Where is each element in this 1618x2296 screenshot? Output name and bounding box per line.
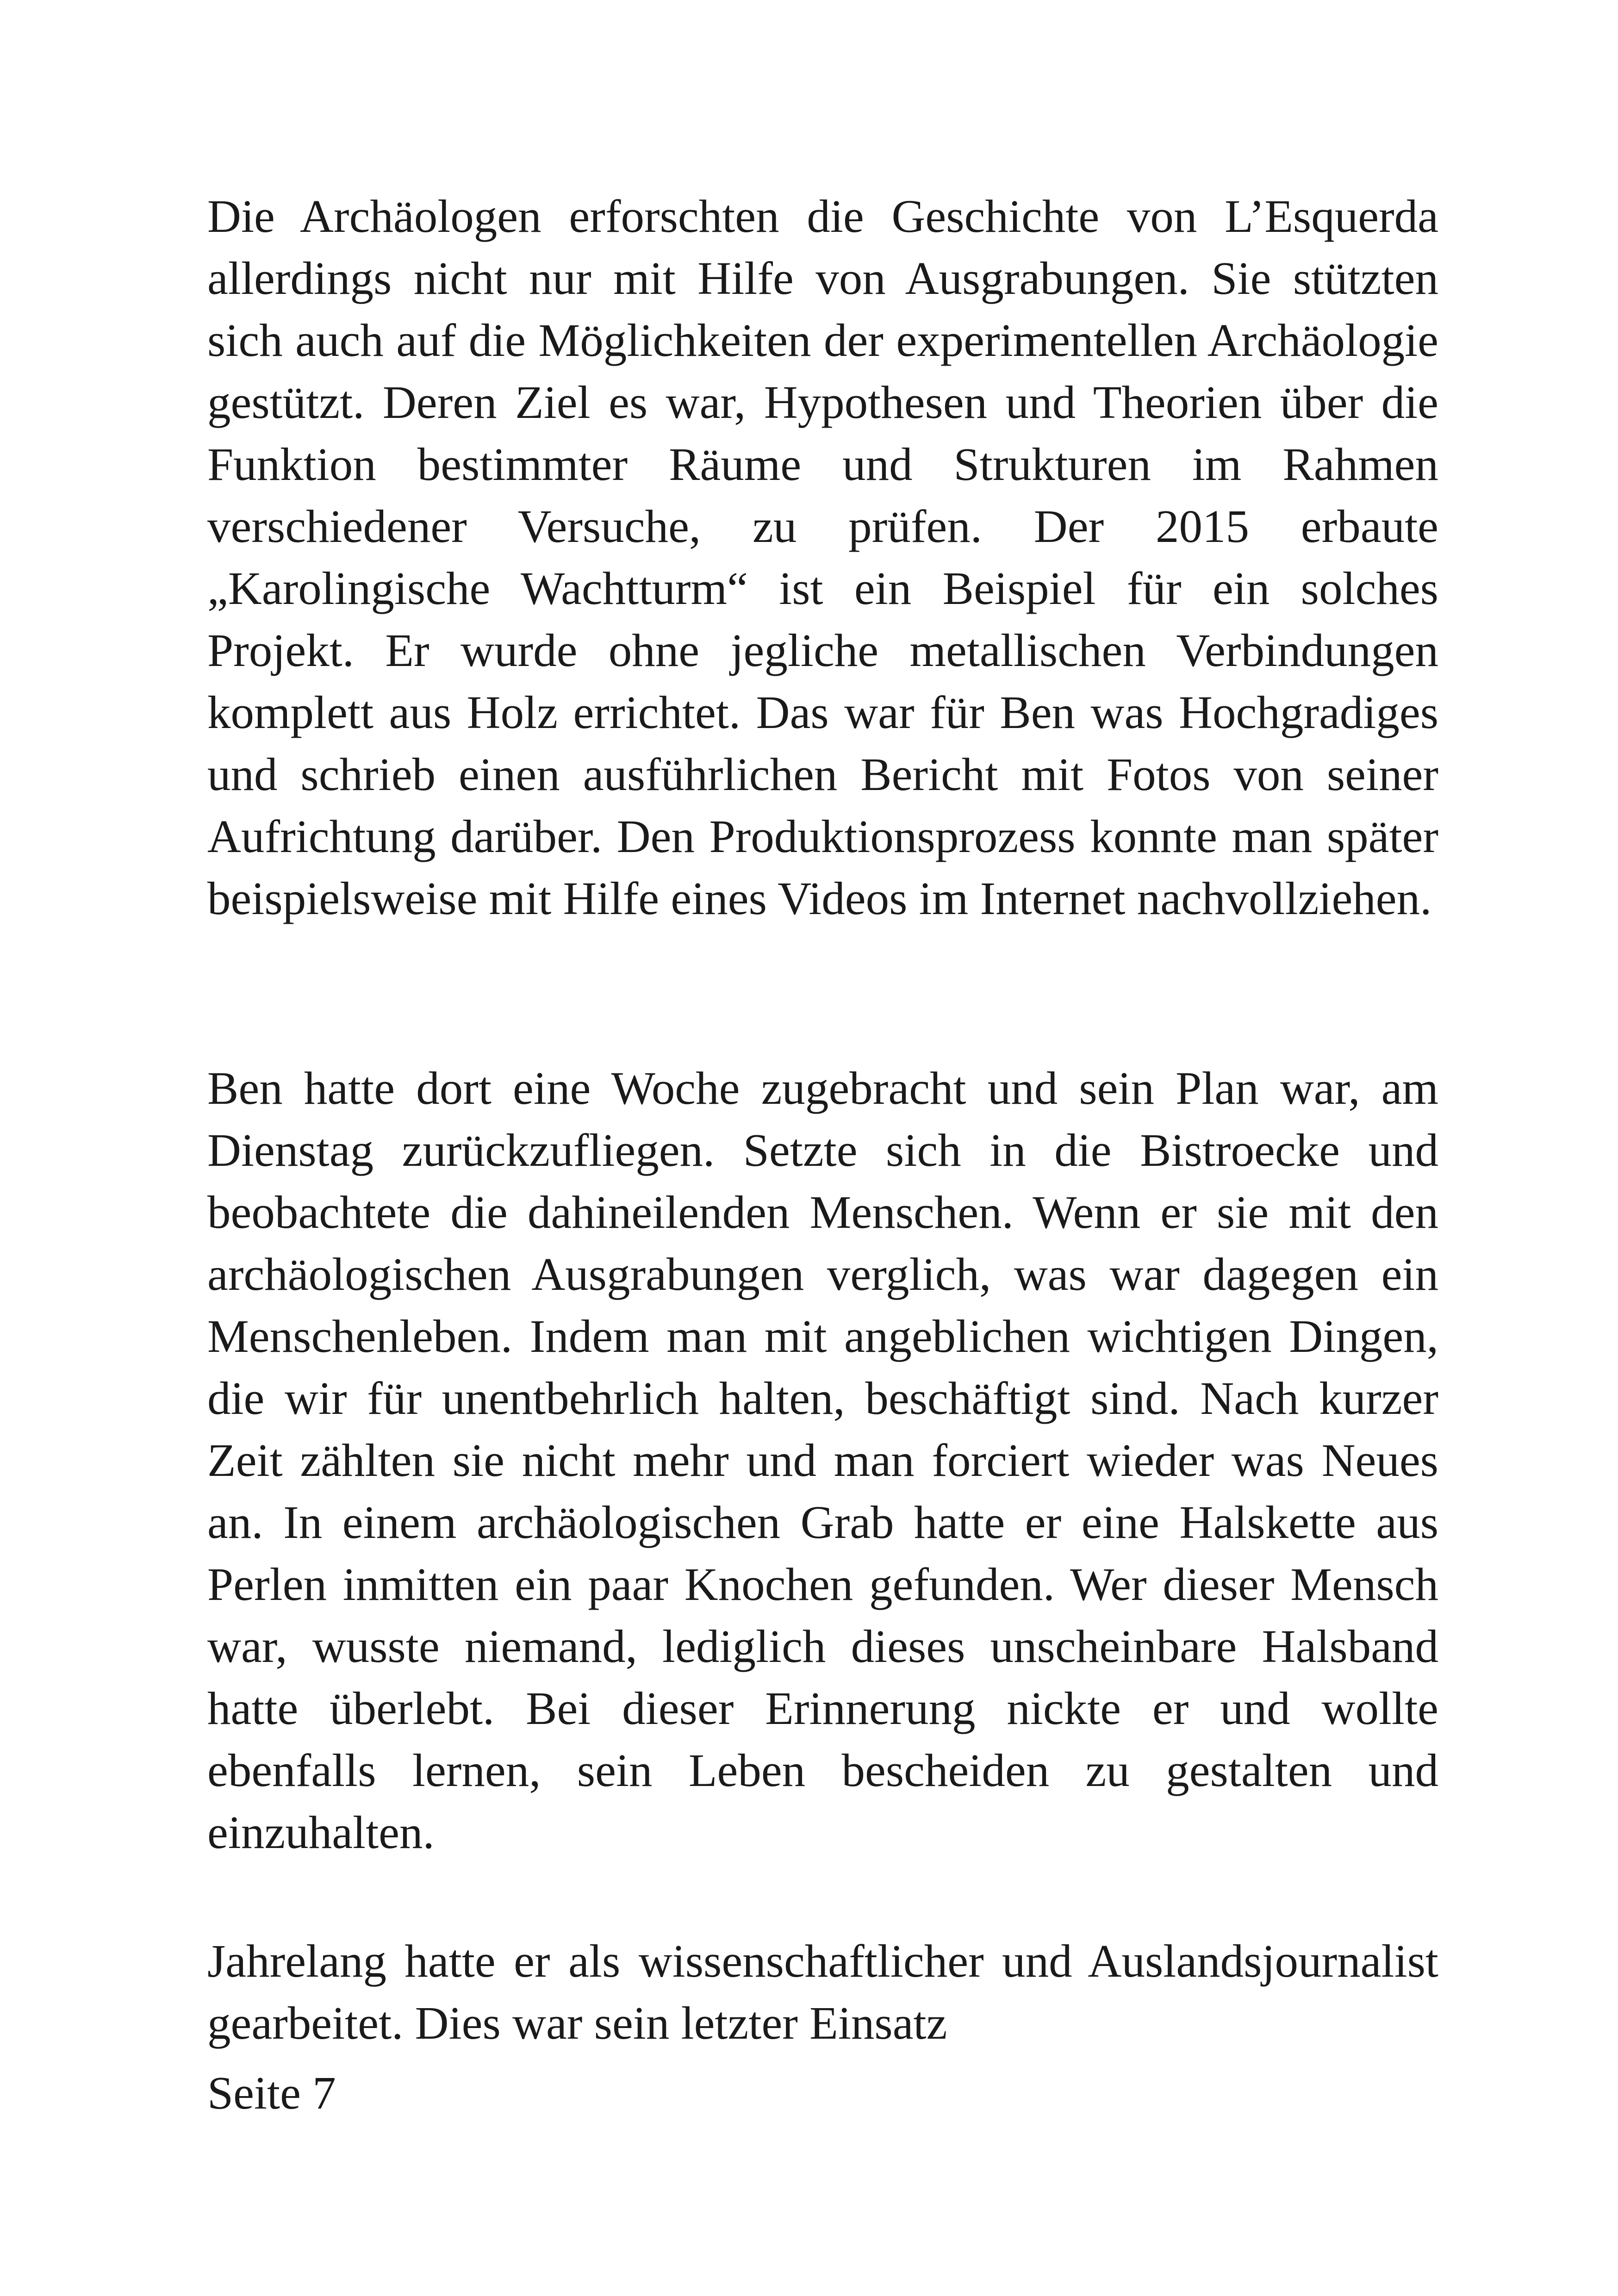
body-paragraph-3: Jahrelang hatte er als wissenschaftlicher und Auslandsjournalist gearbeitet. Dies war sein letzter Einsatz <box>207 1935 1438 2049</box>
body-paragraph-2: Ben hatte dort eine Woche zugebracht und sein Plan war, am Dienstag zurückzufliegen. Setzte sich in die Bistroecke und beobachtete die dahineilenden Menschen. Wenn er sie mit den archäologischen Ausgrabungen verglich, was war dagegen ein Menschenleben. Indem man mit angeblichen wichtigen Dingen, die wir für unentbehrlich halten, beschäftigt sind. Nach kurzer Zeit zählten sie nicht mehr und man forciert wieder was Neues an. In einem archäologischen Grab hatte er eine Halskette aus Perlen inmitten ein paar Knochen gefunden. Wer dieser Mensch war, wusste niemand, lediglich dieses unscheinbare Halsband hatte überlebt. Bei dieser Erinnerung nickte er und wollte ebenfalls lernen, sein Leben bescheiden zu gestalten und einzuhalten. <box>207 1062 1438 1858</box>
page-number: Seite 7 <box>207 2067 336 2119</box>
body-paragraph-1: Die Archäologen erforschten die Geschichte von L’Esquerda allerdings nicht nur mit Hilfe von Ausgrabungen. Sie stützten sich auch auf die Möglichkeiten der experimentellen Archäologie gestützt. Deren Ziel es war, Hypothesen und Theorien über die Funktion bestimmter Räume und Strukturen im Rahmen verschiedener Versuche, zu prüfen. Der 2015 erbaute „Karolingische Wachtturm“ ist ein Beispiel für ein solches Projekt. Er wurde ohne jegliche metallischen Verbindungen komplett aus Holz errichtet. Das war für Ben was Hochgradiges und schrieb einen ausführlichen Bericht mit Fotos von seiner Aufrichtung darüber. Den Produktionsprozess konnte man später beispielsweise mit Hilfe eines Videos im Internet nachvollziehen. <box>207 190 1438 924</box>
